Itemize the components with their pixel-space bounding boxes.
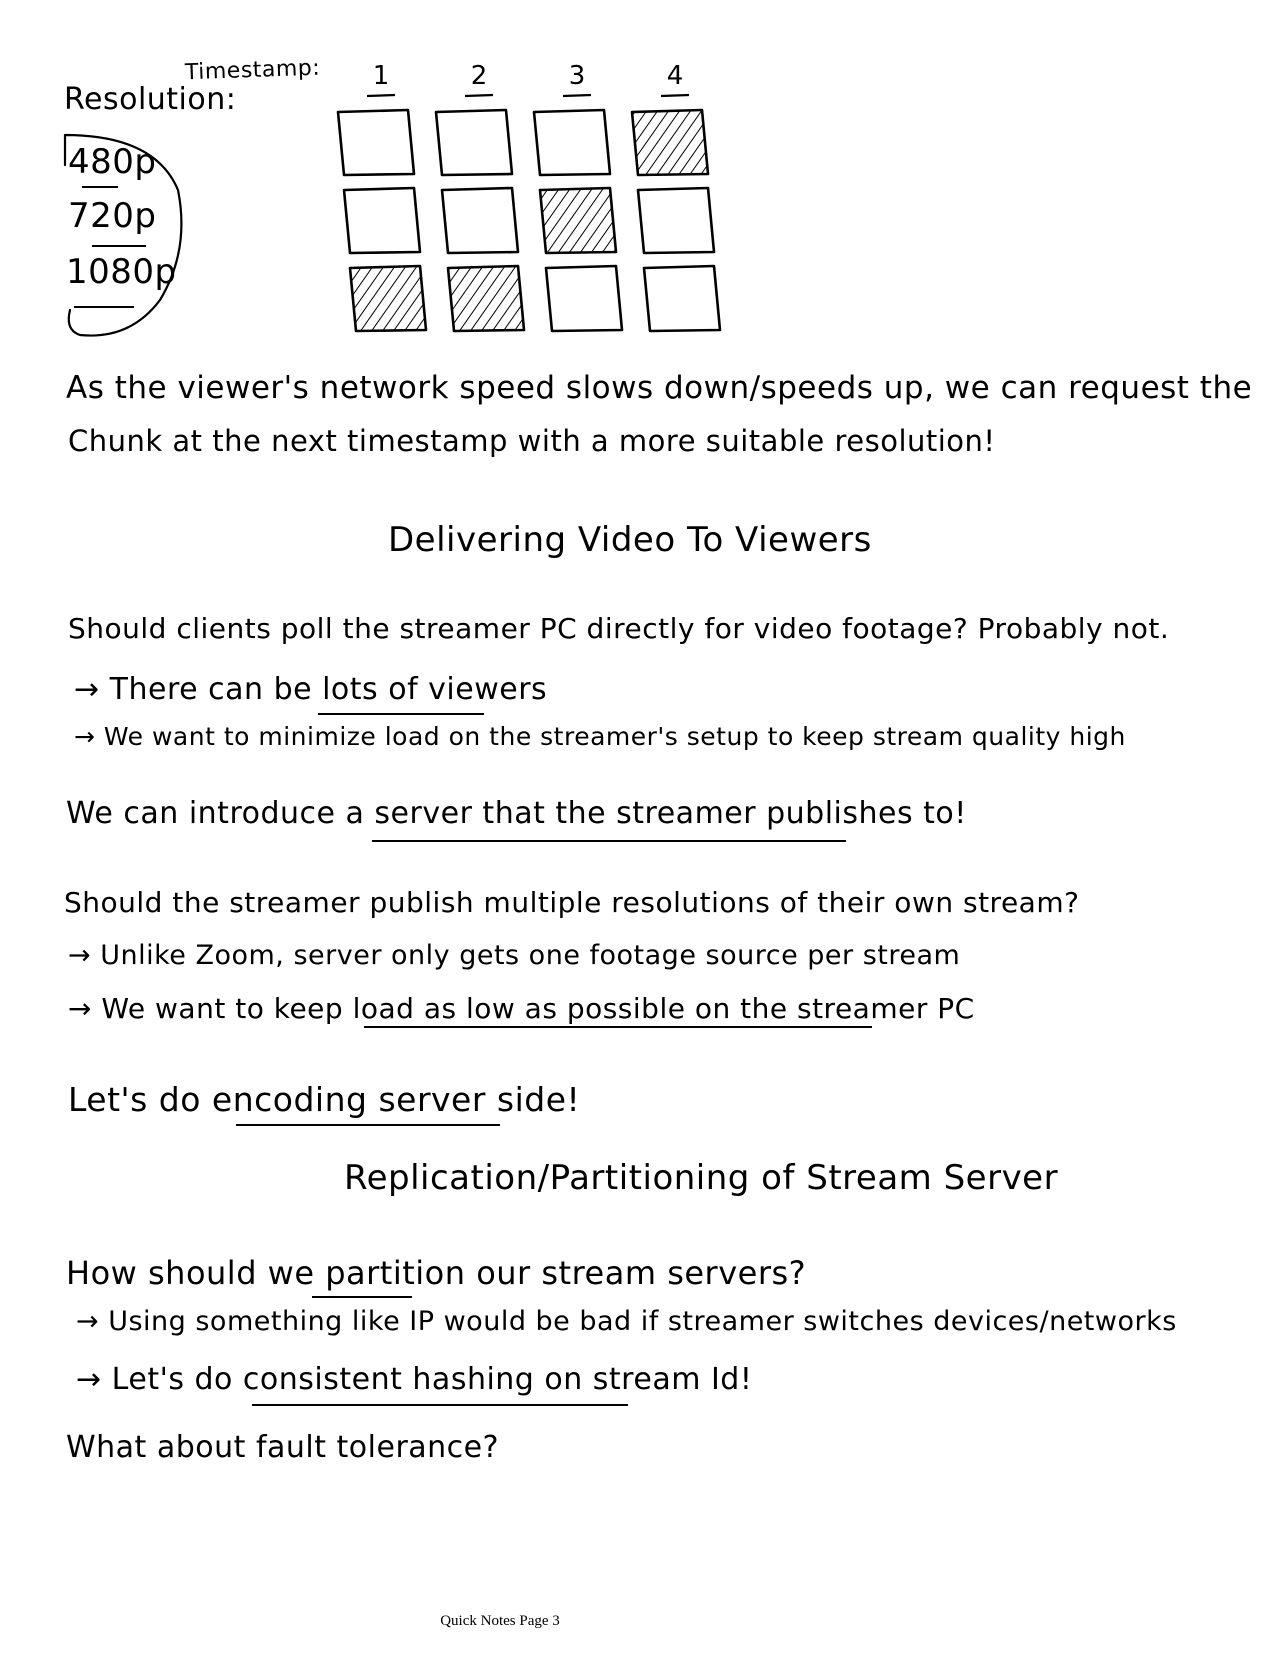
underline-1080p <box>74 306 134 308</box>
intro-line-2: Chunk at the next timestamp with a more suitable resolution! <box>68 424 996 458</box>
replication-bullet-1: → Using something like IP would be bad if streamer switches devices/networks <box>76 1306 1177 1337</box>
underline-server-publishes <box>372 840 846 842</box>
underline-480p <box>82 186 118 188</box>
delivering-bullet-2: → We want to minimize load on the streamer's setup to keep stream quality high <box>74 722 1126 751</box>
delivering-question-2: Should the streamer publish multiple resolutions of their own stream? <box>64 886 1080 919</box>
chunk-grid <box>330 60 770 335</box>
chunk-cell-r0-c1 <box>436 110 512 175</box>
timestamp-label-4: 4 <box>666 61 684 91</box>
resolution-option-1080p: 1080p <box>66 252 177 292</box>
timestamp-underline-1 <box>367 95 395 96</box>
replication-question: How should we partition our stream servers? <box>66 1254 807 1292</box>
delivering-question: Should clients poll the streamer PC directly for video footage? Probably not. <box>68 612 1170 645</box>
timestamp-label-3: 3 <box>568 61 586 91</box>
intro-line-1: As the viewer's network speed slows down/speeds up, we can request the <box>66 370 1253 406</box>
page-footer: Quick Notes Page 3 <box>440 1613 560 1629</box>
heading-replication-partitioning: Replication/Partitioning of Stream Server <box>344 1158 1059 1198</box>
underline-consistent-hashing <box>252 1404 628 1406</box>
chunk-cell-r1-c3 <box>638 188 714 253</box>
underline-partition <box>312 1296 412 1298</box>
chunk-cell-r0-c0 <box>338 110 414 175</box>
chunk-cell-r0-c2 <box>534 110 610 175</box>
underline-lots-of-viewers <box>318 713 484 715</box>
resolution-label: Resolution: <box>64 82 237 117</box>
chunk-cell-r2-c3 <box>644 266 720 331</box>
delivering-conclusion: We can introduce a server that the streamer publishes to! <box>66 796 967 831</box>
underline-encoding-server-side <box>236 1124 500 1126</box>
timestamp-underline-2 <box>465 95 493 96</box>
chunk-cell-r2-c2 <box>546 266 622 331</box>
delivering-bullet2-2: → We want to keep load as low as possible on the streamer PC <box>68 992 975 1025</box>
heading-delivering-video: Delivering Video To Viewers <box>388 520 872 560</box>
chunk-cell-r1-c2 <box>540 188 616 253</box>
chunk-cell-r1-c0 <box>344 188 420 253</box>
underline-720p <box>92 245 146 247</box>
chunk-cell-r2-c1 <box>448 266 524 331</box>
chunk-cell-r0-c3 <box>632 110 708 175</box>
timestamp-underline-4 <box>661 95 689 96</box>
timestamp-label-2: 2 <box>470 61 488 91</box>
timestamp-label: Timestamp: <box>184 55 321 86</box>
replication-closing: What about fault tolerance? <box>66 1430 500 1465</box>
delivering-conclusion-2: Let's do encoding server side! <box>68 1080 581 1119</box>
delivering-bullet2-1: → Unlike Zoom, server only gets one footage source per stream <box>68 940 961 971</box>
resolution-option-720p: 720p <box>68 196 157 236</box>
delivering-bullet-1: → There can be lots of viewers <box>74 672 548 707</box>
chunk-cell-r2-c0 <box>350 266 426 331</box>
timestamp-label-1: 1 <box>372 61 390 91</box>
resolution-option-480p: 480p <box>68 142 157 182</box>
replication-bullet-2: → Let's do consistent hashing on stream Id! <box>76 1362 753 1397</box>
chunk-cell-r1-c1 <box>442 188 518 253</box>
underline-load-low <box>364 1026 872 1028</box>
timestamp-underline-3 <box>563 95 591 96</box>
